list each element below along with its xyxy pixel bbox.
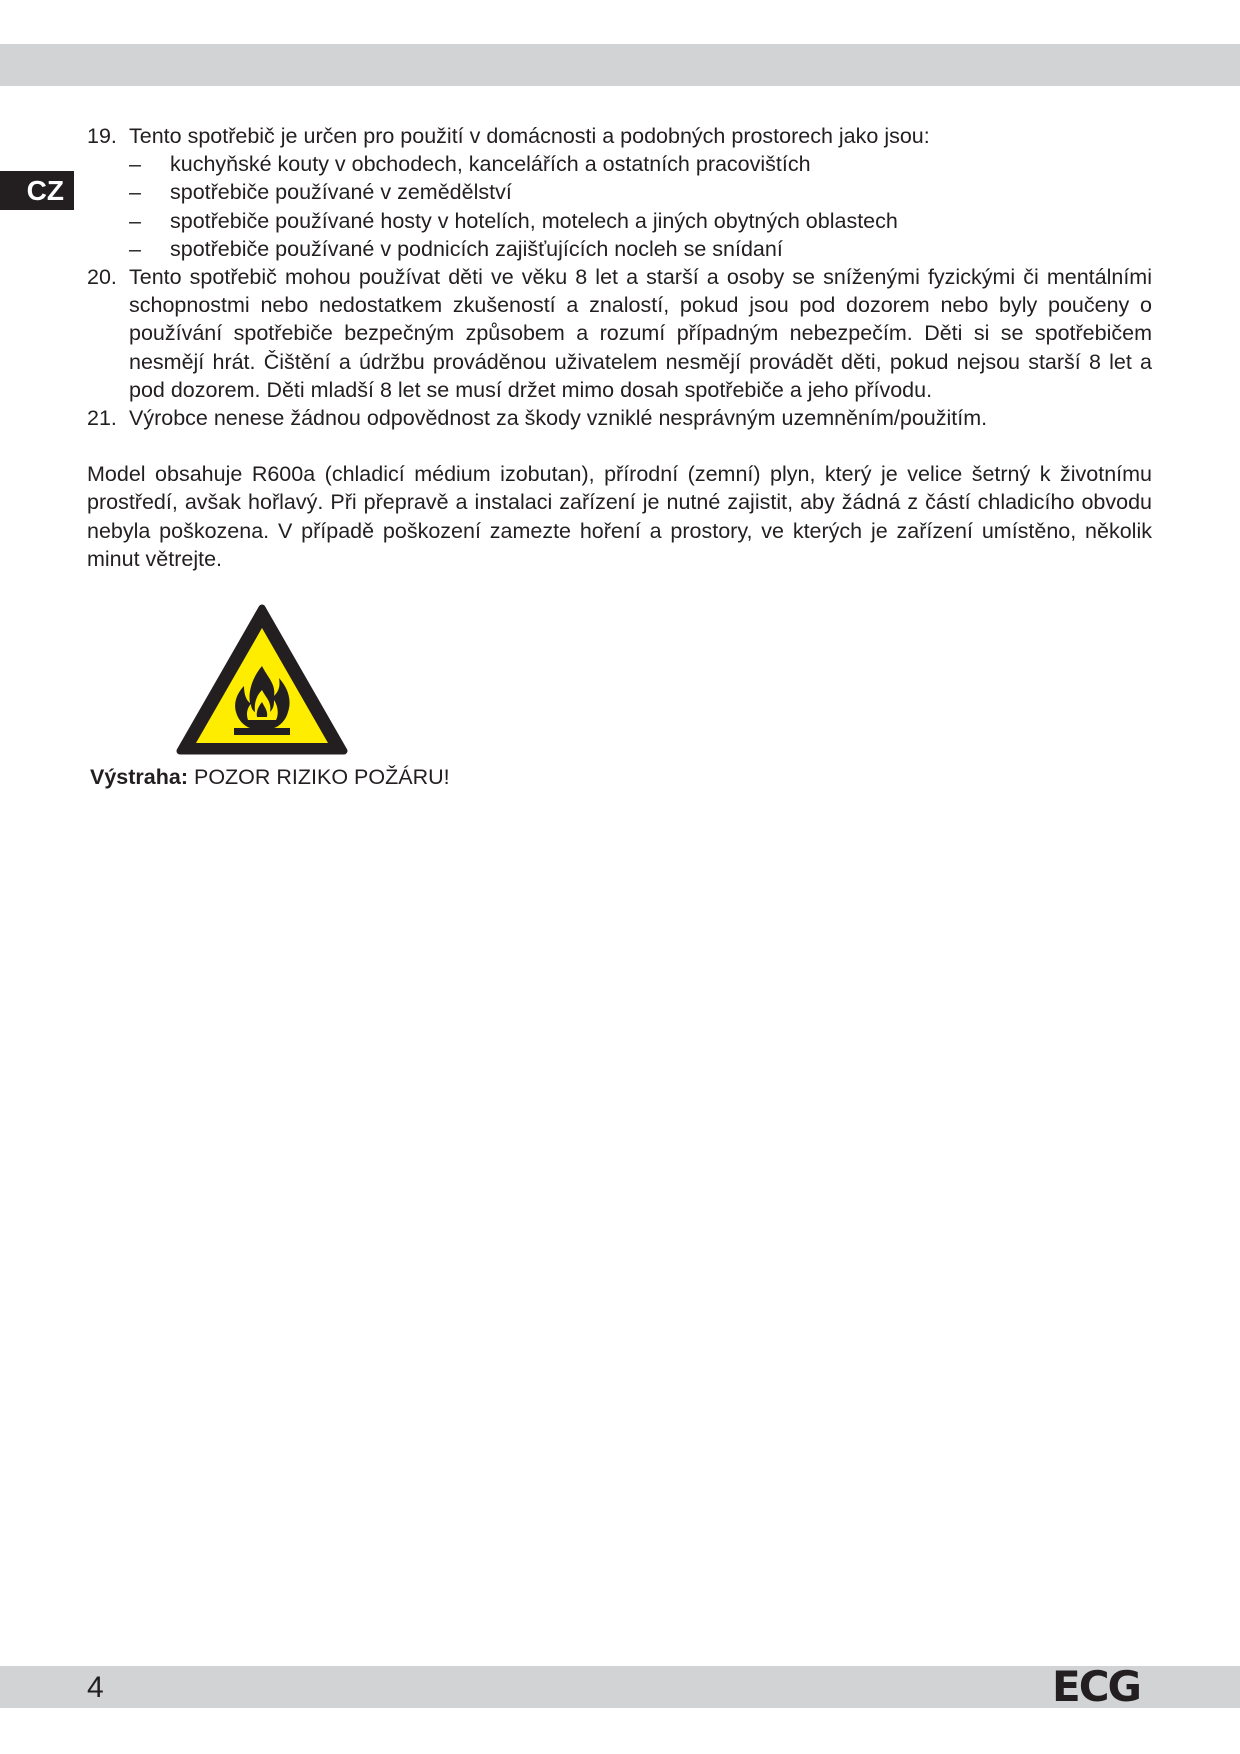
list-item-21 <box>87 404 1152 432</box>
sub-item-text: spotřebiče používané v podnicích zajišťujících nocleh se snídaní <box>170 236 783 261</box>
dash-marker: – <box>129 152 141 177</box>
list-item-20 <box>87 263 1152 404</box>
item-number: 20. <box>87 265 117 290</box>
item-text: Tento spotřebič mohou používat děti ve věku 8 let a starší a osoby se sníženými fyzickými či mentálními schopnostmi nebo nedostatkem zkušeností a znalostí, pokud jsou pod dozorem nebo byly poučeny o používání spotřebiče bezpečným způsobem a rozumí případným nebezpečím. Děti si se spotřebičem nesmějí hrát. Čištění a údržbu prováděnou uživatelem nesmějí provádět děti, pokud nejsou starší 8 let a pod dozorem. Děti mladší 8 let se musí držet mimo dosah spotřebiče a jeho přívodu. <box>129 265 1152 402</box>
header-band <box>0 44 1240 86</box>
list-item-19 <box>87 122 1152 263</box>
sub-list-item <box>129 150 1152 178</box>
dash-marker: – <box>129 180 141 205</box>
brand-logo: ECG <box>1052 1662 1140 1711</box>
dash-marker: – <box>129 236 141 261</box>
flammable-warning-icon <box>176 604 348 757</box>
warning-text: POZOR RIZIKO POŽÁRU! <box>188 765 450 789</box>
language-tab: CZ <box>0 171 74 210</box>
refrigerant-paragraph: Model obsahuje R600a (chladicí médium izobutan), přírodní (zemní) plyn, který je velice šetrný k životnímu prostředí, avšak hořlavý. Při přepravě a instalaci zařízení je nutné zajistit, aby žádná z částí chladicího obvodu nebyla poškozena. V případě poškození zamezte hoření a prostory, ve kterých je zařízení umístěno, několik minut větrejte. <box>87 462 1152 571</box>
item-number: 21. <box>87 406 117 431</box>
item-text: Výrobce nenese žádnou odpovědnost za škody vzniklé nesprávným uzemněním/použitím. <box>129 406 988 431</box>
sub-item-text: spotřebiče používané v zemědělství <box>170 180 512 205</box>
sub-list-item <box>129 178 1152 206</box>
sub-list-item <box>129 235 1152 263</box>
sub-list-item <box>129 207 1152 235</box>
warning-caption <box>90 763 450 791</box>
sub-list <box>129 150 1152 263</box>
item-number: 19. <box>87 124 117 148</box>
warning-label: Výstraha: <box>90 765 188 789</box>
dash-marker: – <box>129 208 141 233</box>
item-text: Tento spotřebič je určen pro použití v domácnosti a podobných prostorech jako jsou: <box>129 124 930 148</box>
page-number: 4 <box>87 1671 104 1704</box>
sub-item-text: spotřebiče používané hosty v hotelích, motelech a jiných obytných oblastech <box>170 208 898 233</box>
main-content <box>87 122 1152 573</box>
sub-item-text: kuchyňské kouty v obchodech, kancelářích a ostatních pracovištích <box>170 152 811 177</box>
